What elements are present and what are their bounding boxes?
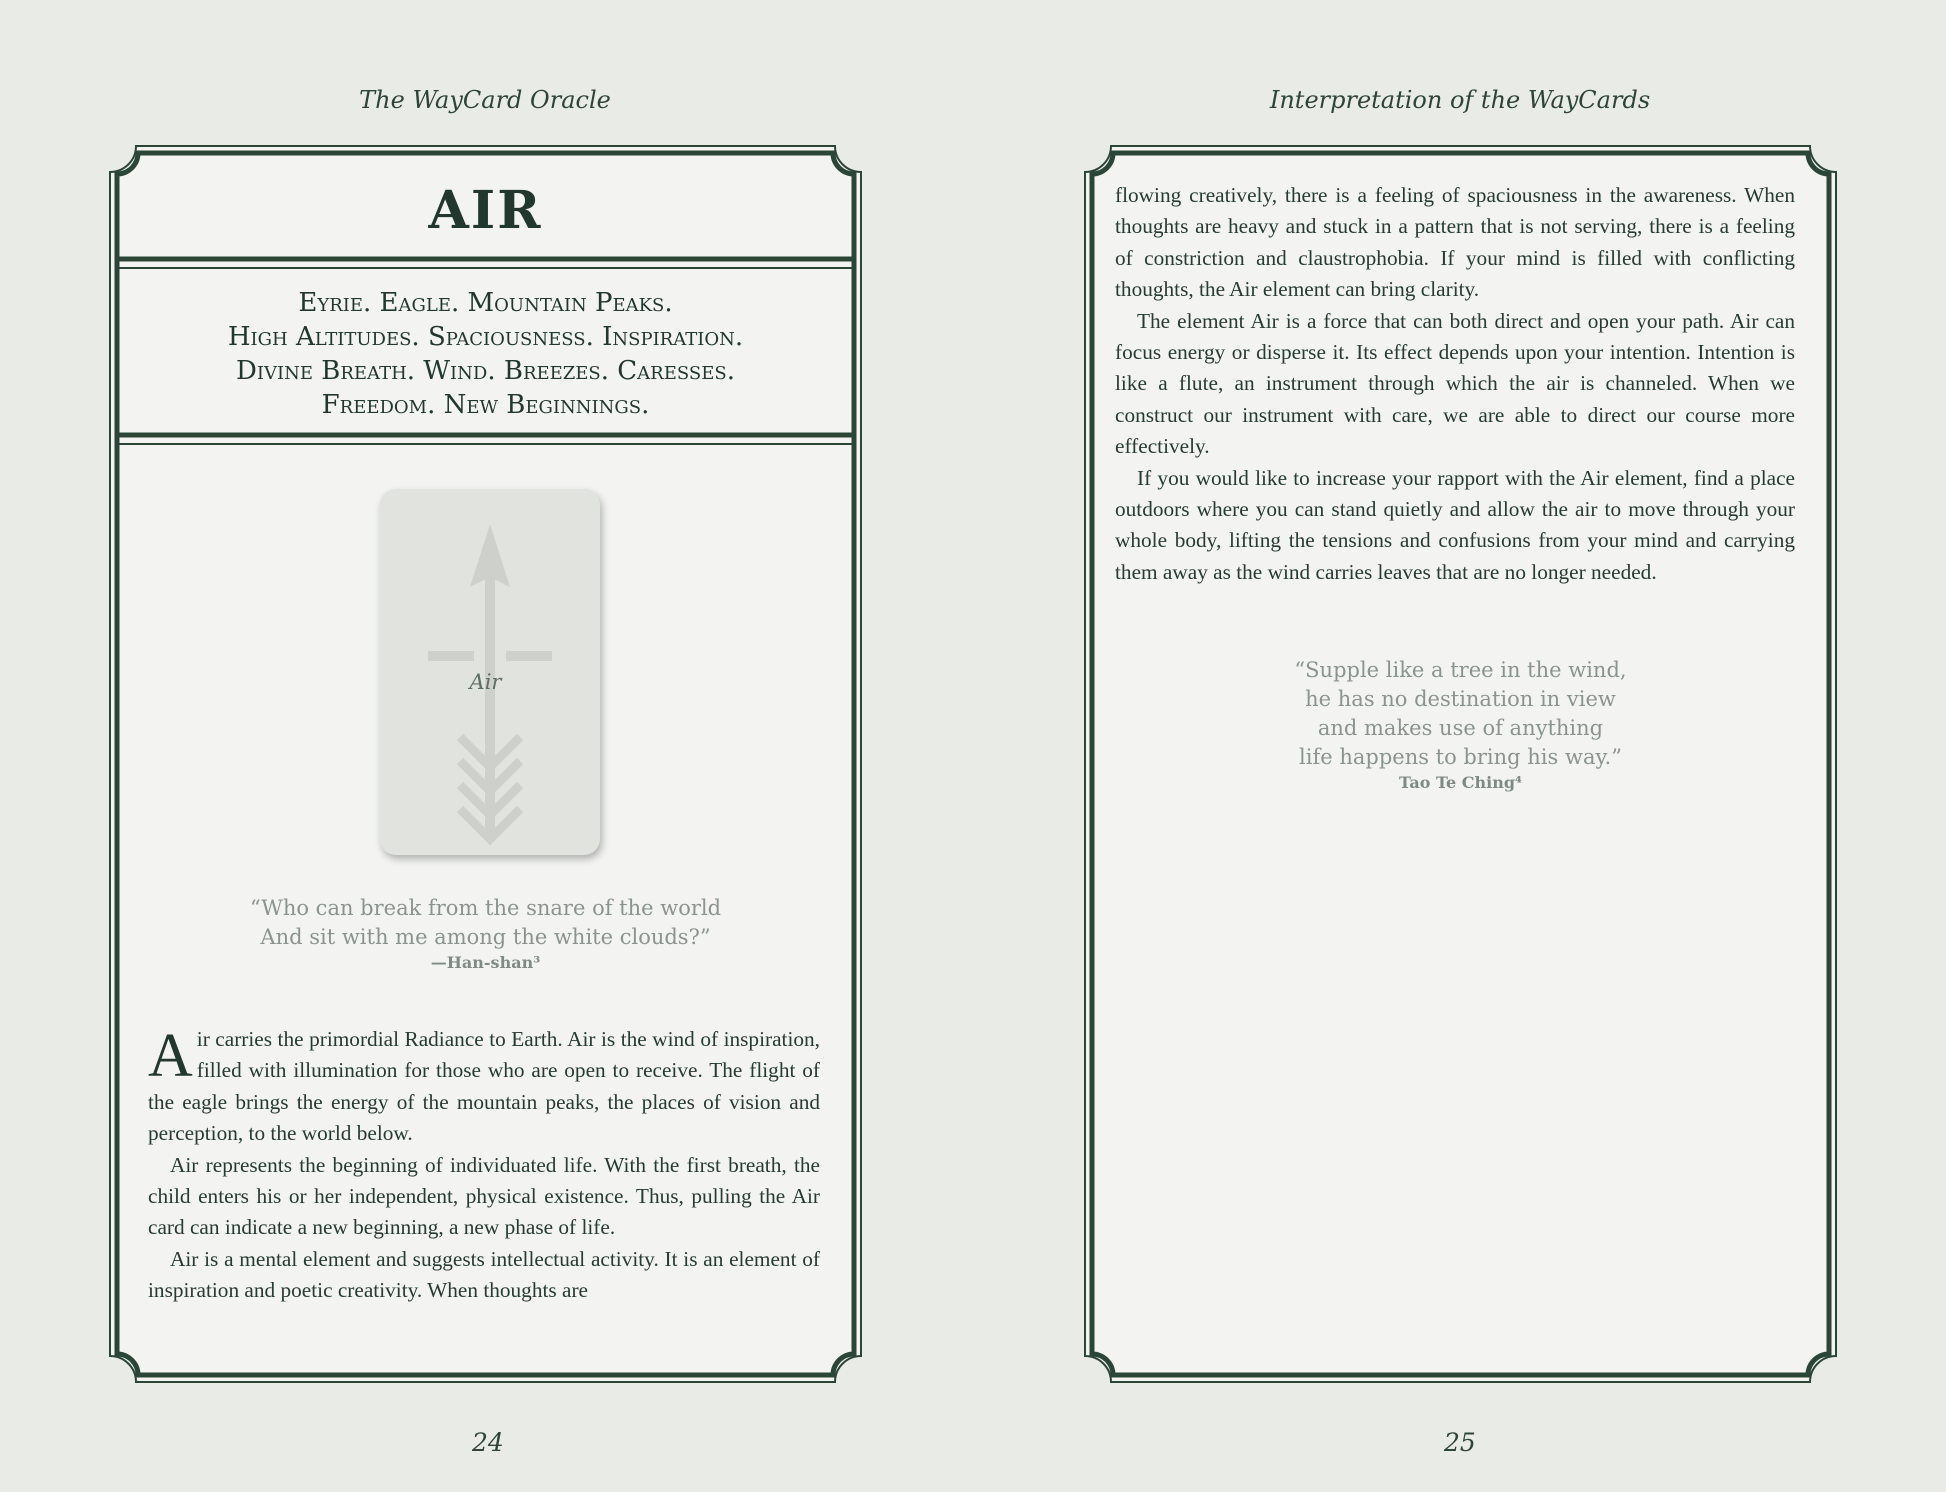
paragraph: flowing creatively, there is a feeling of spaciousness in the awareness. When thoughts are heavy and stuck in a pattern that is not serving, there is a feeling of constriction and claustrophobia. If your mind is filled with conflicting thoughts, the Air element can bring clarity. [1115,183,1795,302]
keyword-line: High Altitudes. Spaciousness. Inspiration. [227,322,744,352]
paragraph: Air carries the primordial Radiance to Earth. Air is the wind of inspiration, filled with illumination for those who are open to receive. The flight of the eagle brings the energy of the mountain peaks, the places of vision and perception, to the world below. [148,1022,820,1146]
quote-line: “Supple like a tree in the wind, [1294,658,1627,682]
quote-attribution: —Han-shan³ [430,953,541,972]
paragraph: If you would like to increase your rapport with the Air element, find a place outdoors where you can stand quietly and allow the air to move through your whole body, lifting the tensions and confusions from your mind and carrying them away as the wind carries leaves that are no longer needed. [1115,465,1795,584]
paragraph: Air is a mental element and suggests intellectual activity. It is an element of inspiration and poetic creativity. When thoughts are [148,1246,820,1303]
tao-te-ching-quote [1123,656,1798,794]
card-title: AIR [428,180,543,241]
keyword-line: Divine Breath. Wind. Breezes. Caresses. [236,356,735,386]
quote-line: “Who can break from the snare of the world [249,896,722,920]
han-shan-quote [148,894,823,974]
quote-line: he has no destination in view [1305,687,1616,711]
left-page-number: 24 [472,1428,504,1457]
right-body-text [1115,180,1795,588]
quote-line: and makes use of anything [1317,716,1604,740]
left-running-head: The WayCard Oracle [359,86,611,114]
right-page-number: 25 [1444,1428,1476,1457]
keywords-block [116,286,855,434]
quote-line: life happens to bring his way.” [1299,745,1622,769]
right-page-frame [1083,144,1838,1384]
quote-line: And sit with me among the white clouds?” [260,925,711,949]
paragraph: The element Air is a force that can both direct and open your path. Air can focus energy or disperse it. Its effect depends upon your intention. Intention is like a flute, an instrument through which the air is channeled. When we construct our instrument with care, we are able to direct our course more effectively. [1115,308,1795,459]
card-label: Air [469,670,502,694]
drop-cap: A [148,1022,193,1090]
right-running-head: Interpretation of the WayCards [1269,86,1651,114]
keyword-line: Eyrie. Eagle. Mountain Peaks. [298,288,673,318]
quote-attribution: Tao Te Ching⁴ [1398,773,1523,792]
keyword-line: Freedom. New Beginnings. [321,390,650,420]
left-body-text [148,1024,820,1307]
paragraph: Air represents the beginning of individuated life. With the first breath, the child enters his or her independent, physical existence. Thus, pulling the Air card can indicate a new beginning, a new phase of life. [148,1152,820,1240]
left-page-frame [108,144,863,1384]
